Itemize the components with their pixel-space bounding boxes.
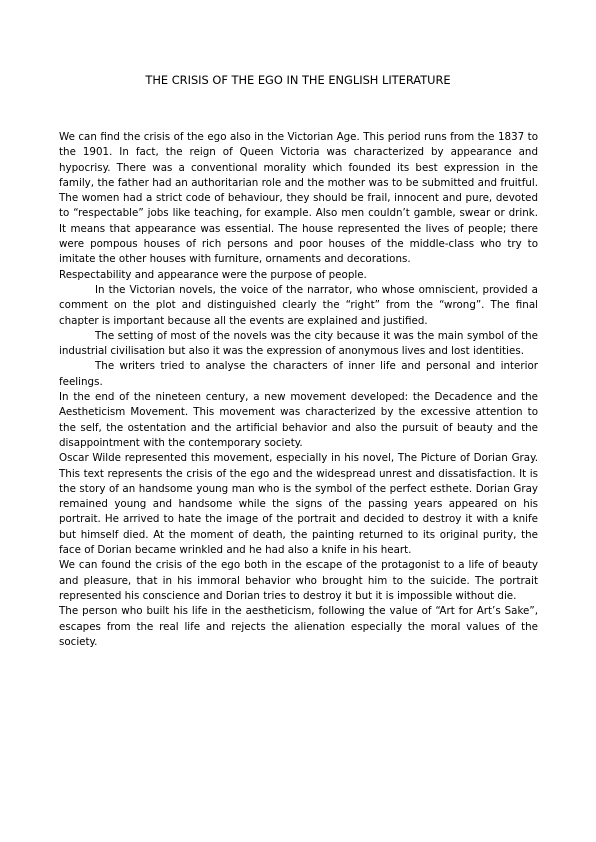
paragraph-setting: The setting of most of the novels was the city because it was the main symbol of the industrial civilisation but also it was the expression of anonymous lives and lost identities.	[59, 329, 538, 358]
document-title: THE CRISIS OF THE EGO IN THE ENGLISH LITERATURE	[145, 73, 451, 87]
document-body	[59, 130, 538, 650]
paragraph-oscar-wilde: Oscar Wilde represented this movement, especially in his novel, The Picture of Dorian Gray. This text represents the crisis of the ego and the widespread unrest and dissatisfaction. It is the story of an handsome young man who is the symbol of the perfect esthete. Dorian Gray remained young and handsome while the signs of the passing years appeared on his portrait. He arrived to hate the image of the portrait and decided to destroy it with a knife but himself died. At the moment of death, the painting returned to its original purity, the face of Dorian became wrinkled and he had also a knife in his heart.	[59, 452, 538, 557]
paragraph-victorian-age: We can find the crisis of the ego also in the Victorian Age. This period runs from the 1837 to the 1901. In fact, the reign of Queen Victoria was characterized by appearance and hypocrisy. There was a conventional morality which founded its best expression in the family, the father had an authoritarian role and the mother was to be submitted and fruitful. The women had a strict code of behaviour, they should be frail, innocent and pure, devoted to “respectable” jobs like teaching, for example. Also men couldn’t gamble, swear or drink. It means that appearance was essential. The house represented the lives of people; there were pompous houses of rich persons and poor houses of the middle-class who try to imitate the other houses with furniture, ornaments and decorations.	[59, 131, 538, 266]
paragraph-aestheticism: The person who built his life in the aestheticism, following the value of “Art for Art’s Sake”, escapes from the real life and rejects the alienation especially the moral values of the society.	[59, 605, 538, 648]
paragraph-respectability: Respectability and appearance were the purpose of people.	[59, 268, 367, 281]
paragraph-crisis-of-ego: We can found the crisis of the ego both in the escape of the protagonist to a life of beauty and pleasure, that in his immoral behavior who brought him to the suicide. The portrait represented his conscience and Dorian tries to destroy it but it is impossible without die.	[59, 559, 538, 602]
paragraph-victorian-novels: In the Victorian novels, the voice of the narrator, who whose omniscient, provided a comment on the plot and distinguished clearly the “right” from the “wrong”. The final chapter is important because all the events are explained and justified.	[59, 283, 538, 327]
paragraph-decadence: In the end of the nineteen century, a new movement developed: the Decadence and the Aestheticism Movement. This movement was characterized by the excessive attention to the self, the ostentation and the artificial behavior and also the pursuit of beauty and the disappointment with the contemporary society.	[59, 391, 538, 449]
paragraph-writers: The writers tried to analyse the characters of inner life and personal and interior feelings.	[59, 360, 538, 388]
